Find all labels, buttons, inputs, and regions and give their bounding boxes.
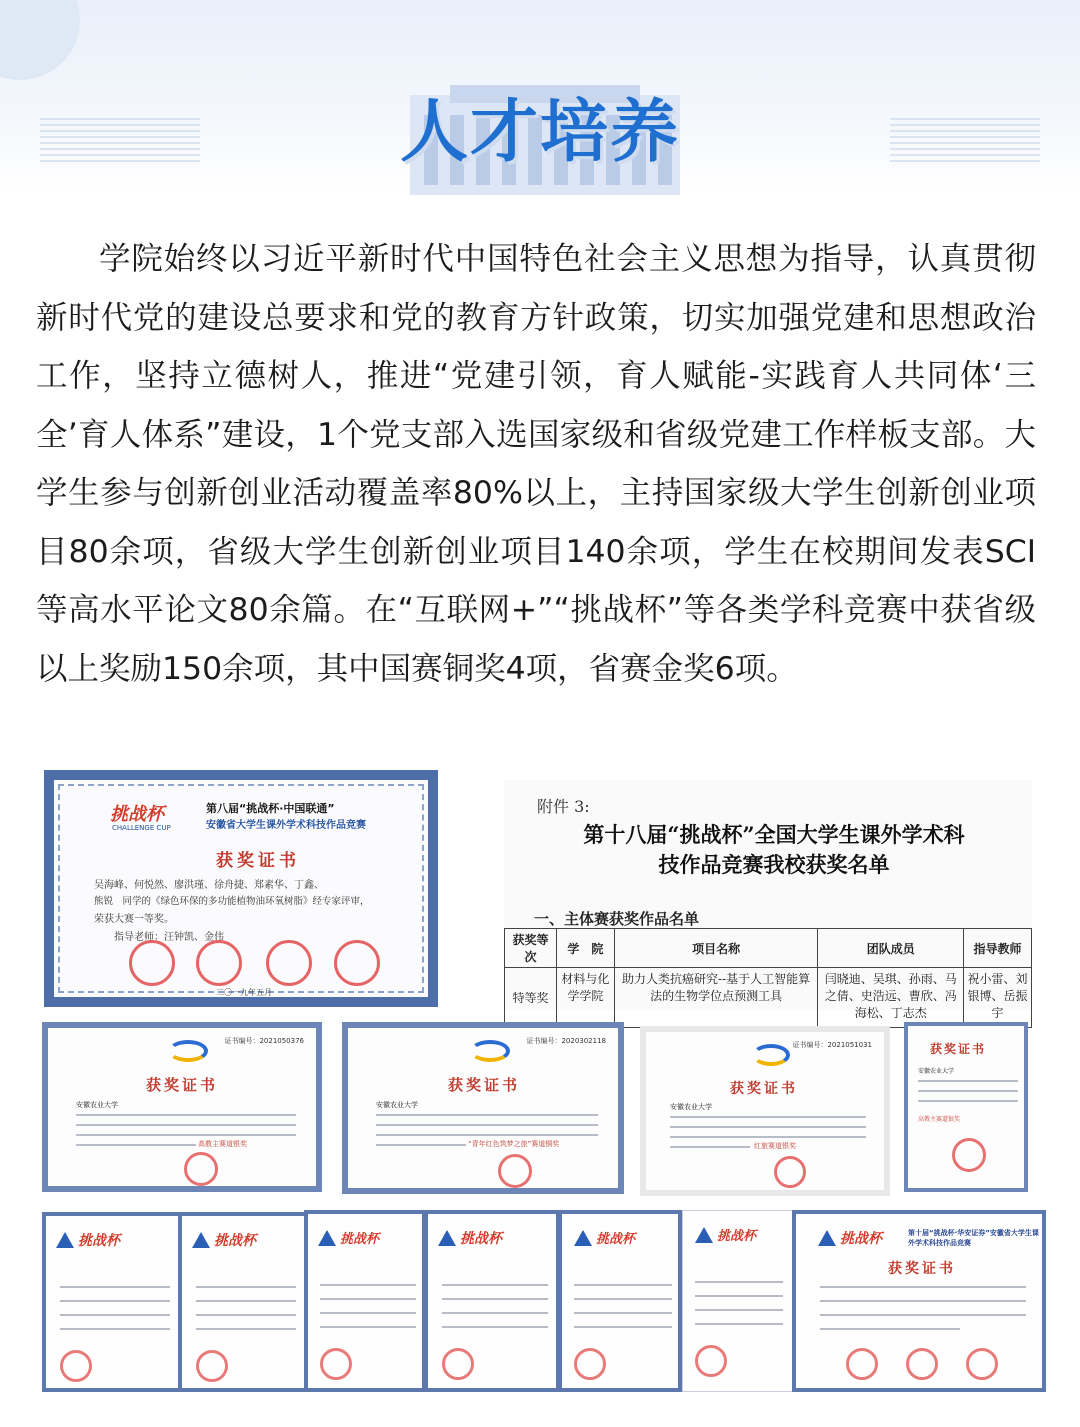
text-line — [695, 1309, 783, 1311]
red-seal — [906, 1348, 938, 1380]
document-title-line2: 技作品竞赛我校获奖名单 — [658, 852, 890, 877]
table-header: 获奖等次 — [505, 929, 557, 968]
red-seal — [498, 1154, 532, 1188]
challenge-cup-logo: 挑战杯 — [214, 1233, 256, 1249]
text-line — [196, 1300, 296, 1302]
red-seal — [320, 1348, 352, 1380]
table-cell: 助力人类抗癌研究--基于人工智能算法的生物学位点预测工具 — [614, 968, 818, 1028]
text-line — [918, 1090, 1018, 1092]
challenge-cup-certificate — [42, 1212, 182, 1392]
intro-paragraph: 学院始终以习近平新时代中国特色社会主义思想为指导，认真贯彻新时代党的建设总要求和党的教育方针政策，切实加强党建和思想政治工作，坚持立德树人，推进“党建引领，育人赋能-实践育人共同体‘三全’育人体系”建设，1个党支部入选国家级和省级党建工作样板支部。大学生参与创新创业活动覆盖率80%以上，主持国家级大学生创新创业项目80余项，省级大学生创新创业项目140余项，学生在校期间发表SCI等高水平论文80余篇。在“互联网+”“挑战杯”等各类学科竞赛中获省级以上奖励150余项，其中国赛铜奖4项，省赛金奖6项。 — [36, 241, 1036, 687]
table-header: 学 院 — [556, 929, 614, 968]
certificate-image — [44, 770, 438, 1007]
challenge-cup-certificate — [558, 1210, 682, 1392]
certificate-heading: 获奖证书 — [930, 1042, 987, 1056]
page-title: 人才培养 — [399, 93, 680, 172]
table-cell: 特等奖 — [505, 968, 557, 1028]
red-seal — [334, 940, 380, 986]
text-line — [76, 1114, 296, 1116]
text-line — [196, 1314, 296, 1316]
certificate-number: 证书编号：2021051031 — [792, 1041, 872, 1049]
challenge-cup-emblem — [695, 1227, 713, 1243]
contest-logo — [168, 1040, 208, 1062]
red-seal — [574, 1348, 606, 1380]
table-row — [505, 968, 1032, 1028]
challenge-cup-emblem — [56, 1232, 74, 1248]
text-line — [60, 1314, 170, 1316]
document-title-line1: 第十八届“挑战杯”全国大学生课外学术科 — [583, 822, 965, 847]
red-seal — [952, 1138, 986, 1172]
red-seal — [266, 940, 312, 986]
text-line — [670, 1116, 866, 1118]
text-line — [442, 1284, 548, 1286]
annex-label: 附件 3: — [537, 797, 590, 816]
red-seal — [966, 1348, 998, 1380]
logo-subtitle: CHALLENGE CUP — [112, 824, 171, 832]
red-seal — [184, 1152, 218, 1186]
certificate-number: 证书编号：2021050376 — [224, 1037, 304, 1045]
certificate-number: 证书编号：2020302118 — [526, 1037, 606, 1045]
challenge-cup-emblem — [438, 1230, 456, 1246]
school-name: 安徽农业大学 — [918, 1068, 955, 1075]
challenge-cup-logo: 挑战杯 — [840, 1231, 882, 1247]
award-level: “青年红色筑梦之旅”赛道铜奖 — [468, 1140, 560, 1148]
certificate-date: 二〇一九年五月 — [216, 988, 272, 997]
award-level: 荣获大赛一等奖。 — [94, 914, 174, 925]
event-name: 第八届“挑战杯·中国联通” — [206, 802, 335, 815]
contest-logo — [470, 1040, 510, 1062]
header-banner — [0, 0, 1080, 195]
award-names-2: 熊锐 同学的《绿色环保的多功能植物油环氧树脂》经专家评审， — [94, 896, 370, 907]
challenge-cup-certificate — [682, 1210, 796, 1392]
text-line — [320, 1298, 416, 1300]
award-level: 高教主赛道银奖 — [198, 1140, 247, 1148]
event-name: 第十届“挑战杯·华安证券”安徽省大学生课外学术科技作品竞赛 — [908, 1229, 1039, 1247]
text-line — [670, 1146, 750, 1148]
text-line — [320, 1284, 416, 1286]
award-table — [504, 928, 1032, 1028]
challenge-cup-emblem — [818, 1230, 836, 1246]
certificate-heading: 获奖证书 — [146, 1076, 219, 1094]
school-name: 安徽农业大学 — [376, 1101, 418, 1109]
certificate-heading: 获奖证书 — [216, 851, 300, 871]
challenge-cup-emblem — [318, 1230, 336, 1246]
table-header: 指导教师 — [964, 929, 1032, 968]
text-line — [820, 1314, 1026, 1316]
table-cell: 闫晓迪、吴琪、孙雨、马之倩、史浩远、曹欣、冯海松、丁志杰 — [818, 968, 964, 1028]
text-line — [442, 1298, 548, 1300]
text-line — [574, 1312, 672, 1314]
internet-plus-certificate — [342, 1022, 624, 1194]
red-seal — [60, 1350, 92, 1382]
text-line — [695, 1281, 783, 1283]
certificate-heading: 获奖证书 — [888, 1261, 956, 1277]
text-line — [76, 1124, 296, 1126]
text-line — [196, 1286, 296, 1288]
text-line — [60, 1286, 170, 1288]
internet-plus-certificate — [42, 1022, 322, 1192]
decor-circle — [0, 0, 80, 80]
text-line — [670, 1126, 866, 1128]
red-seal — [129, 940, 175, 986]
text-line — [670, 1136, 866, 1138]
table-cell: 祝小雷、刘银博、岳振宇 — [964, 968, 1032, 1028]
text-line — [574, 1326, 672, 1328]
table-header: 团队成员 — [818, 929, 964, 968]
table-header: 项目名称 — [614, 929, 818, 968]
internet-plus-certificate — [904, 1022, 1028, 1192]
text-line — [76, 1134, 296, 1136]
text-line — [442, 1312, 548, 1314]
text-line — [820, 1286, 1026, 1288]
text-line — [60, 1328, 170, 1330]
table-header-row — [505, 929, 1032, 968]
text-line — [376, 1124, 598, 1126]
challenge-cup-logo: 挑战杯 — [460, 1231, 502, 1247]
challenge-cup-logo: 挑战杯 — [340, 1232, 380, 1247]
challenge-cup-certificate — [792, 1210, 1046, 1392]
text-line — [376, 1134, 598, 1136]
text-line — [574, 1298, 672, 1300]
table-cell: 材料与化学学院 — [556, 968, 614, 1028]
text-line — [695, 1295, 783, 1297]
award-names: 吴海峰、何悦然、廖洪瑾、徐舟捷、郑素华、丁鑫、 — [94, 880, 324, 891]
challenge-cup-certificate — [178, 1212, 308, 1392]
red-seal — [846, 1348, 878, 1380]
text-line — [820, 1328, 960, 1330]
text-line — [376, 1144, 466, 1146]
challenge-cup-certificate — [304, 1210, 426, 1392]
school-name: 安徽农业大学 — [76, 1101, 118, 1109]
challenge-cup-logo: 挑战杯 — [717, 1229, 757, 1244]
text-line — [60, 1300, 170, 1302]
text-line — [574, 1284, 672, 1286]
text-line — [918, 1080, 1018, 1082]
certificate-heading: 获奖证书 — [448, 1076, 521, 1094]
decor-stripes-left — [40, 118, 200, 166]
event-subtitle: 安徽省大学生课外学术科技作品竞赛 — [206, 820, 366, 831]
challenge-cup-emblem — [574, 1230, 592, 1246]
award-list-document — [504, 780, 1032, 1020]
section-heading: 一、主体赛获奖作品名单 — [534, 910, 700, 928]
contest-logo — [752, 1044, 790, 1066]
challenge-cup-certificate — [424, 1210, 560, 1392]
advisor: 指导老师：汪钟凯、金伟 — [114, 932, 224, 943]
red-seal — [774, 1156, 806, 1188]
text-line — [695, 1323, 783, 1325]
text-line — [820, 1300, 1026, 1302]
award-level: 红旅赛道银奖 — [754, 1142, 796, 1150]
text-line — [196, 1328, 296, 1330]
text-line — [320, 1312, 416, 1314]
red-seal — [442, 1348, 474, 1380]
challenge-cup-logo: 挑战杯 — [596, 1232, 636, 1247]
red-seal — [196, 940, 242, 986]
red-seal — [196, 1350, 228, 1382]
challenge-cup-logo: 挑战杯 — [78, 1233, 120, 1249]
text-line — [76, 1144, 196, 1146]
decor-stripes-right — [890, 118, 1040, 166]
challenge-cup-emblem — [192, 1232, 210, 1248]
certificate-heading: 获奖证书 — [730, 1081, 798, 1097]
award-level: 高教主赛道银奖 — [918, 1116, 961, 1123]
challenge-cup-logo: 挑战杯 — [110, 804, 164, 825]
red-seal — [695, 1345, 727, 1377]
text-line — [918, 1100, 1018, 1102]
document-title — [524, 820, 1024, 880]
text-line — [442, 1326, 548, 1328]
text-line — [320, 1326, 416, 1328]
internet-plus-certificate — [640, 1026, 890, 1196]
school-name: 安徽农业大学 — [670, 1103, 712, 1111]
text-line — [376, 1114, 598, 1116]
